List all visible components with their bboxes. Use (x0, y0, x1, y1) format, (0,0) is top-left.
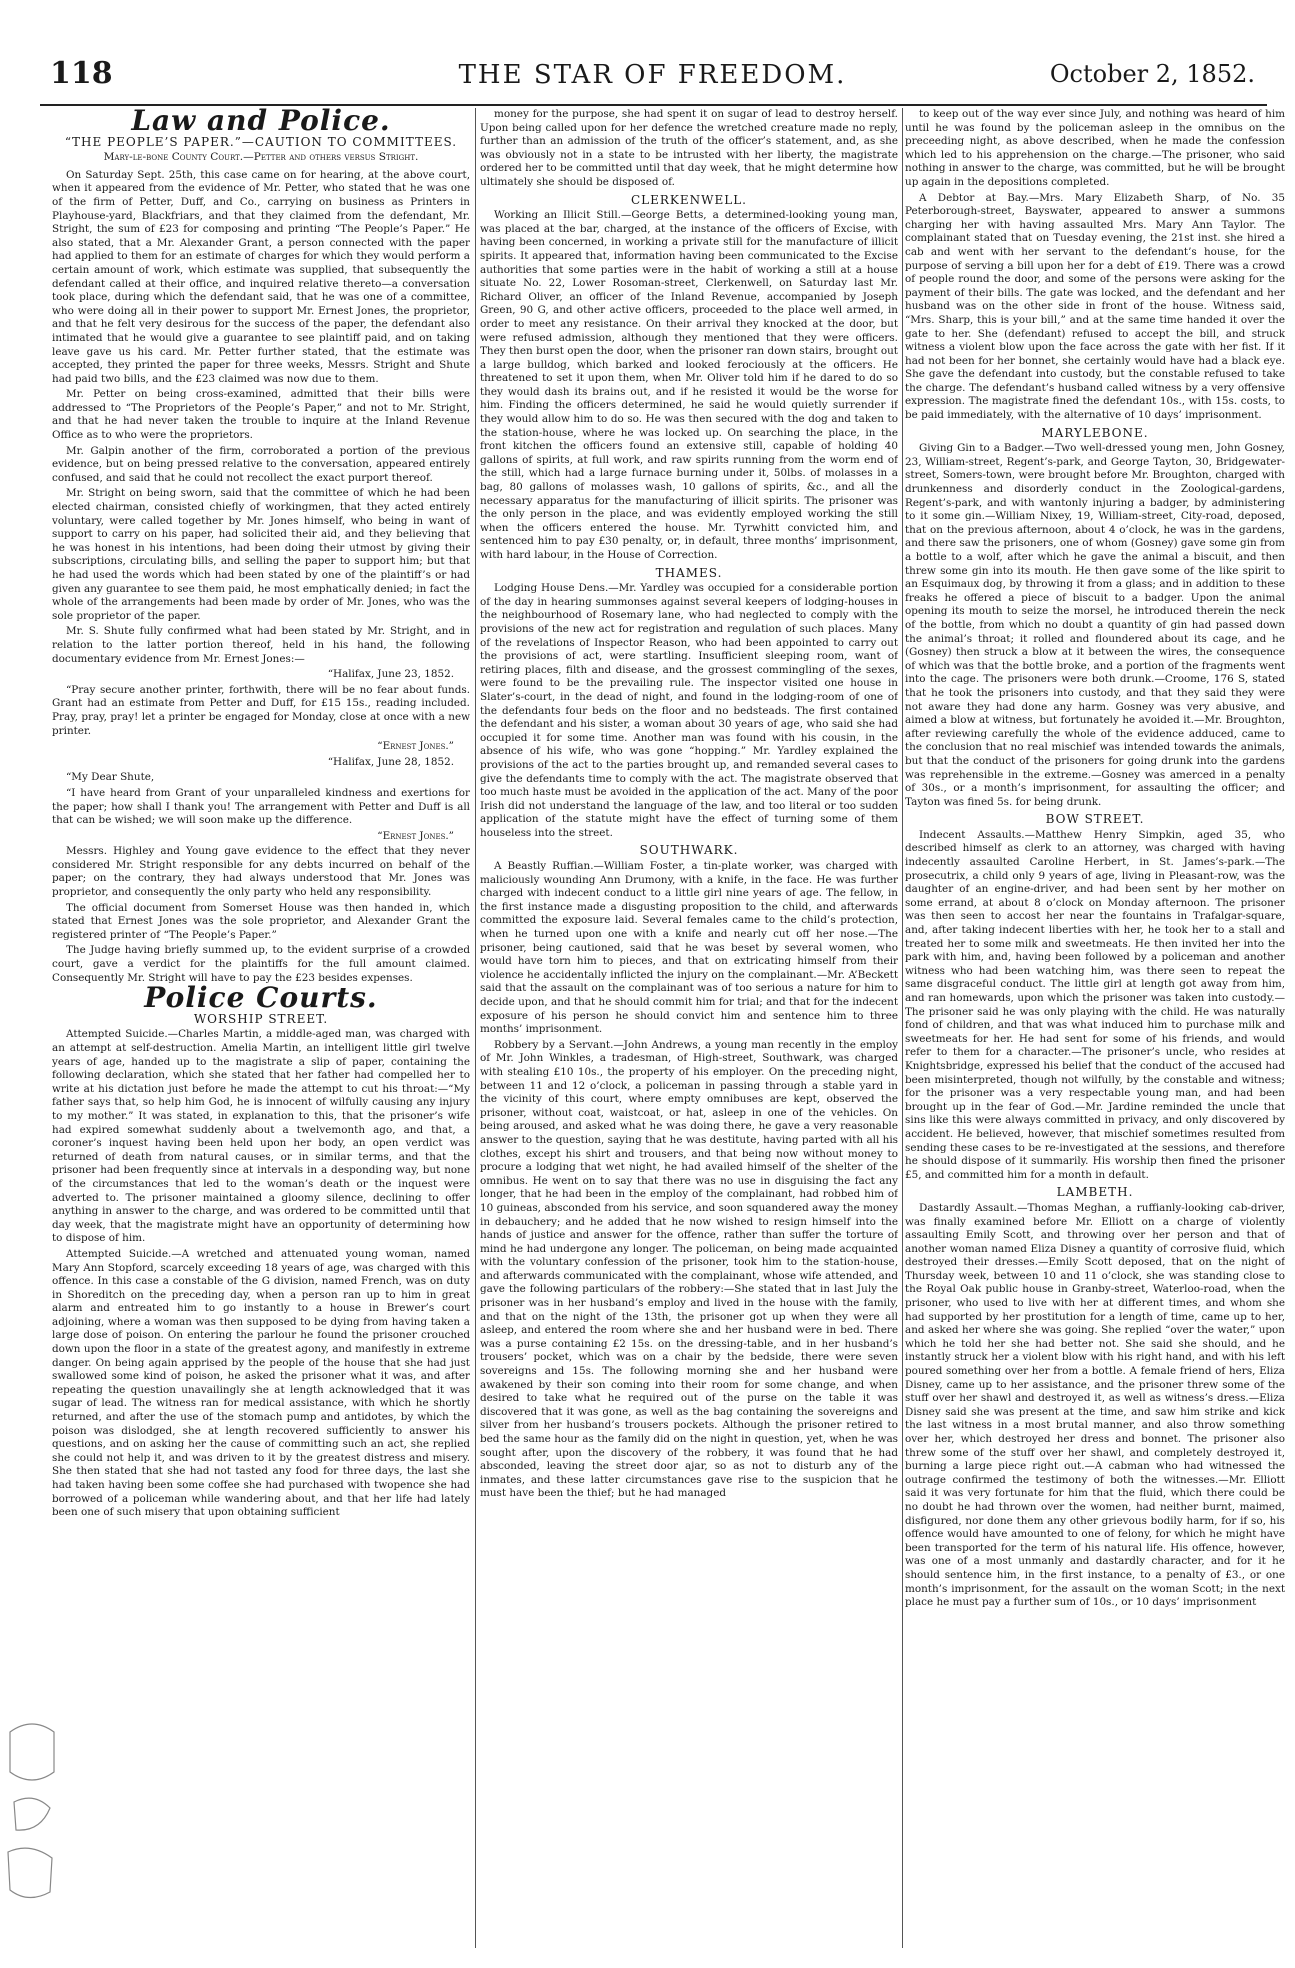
paragraph: A Beastly Ruffian.—William Foster, a tin-plate worker, was charged with maliciously wounding Ann Drumony, with a knife, in the face. He was further charged with indecent conduct to a little girl nine years of age. The fellow, in the first instance made a disgusting proposition to the child, and afterwards committed the exposure laid. Several females came to the child’s protection, when he turned upon one with a knife and nearly cut off her nose.—The prisoner, being cautioned, said that he was beset by several women, who would have torn him to pieces, and that on extricating himself from their violence he accidentally inflicted the injury on the complainant.—Mr. A’Beckett said that the assault on the complainant was of too serious a nature for him to decide upon, and that he should commit him for trial; and that for the indecent exposure of his person he should convict him and sentence him to three months’ imprisonment. (480, 860, 898, 1036)
paragraph: Giving Gin to a Badger.—Two well-dressed young men, John Gosney, 23, William-street, Regent’s-park, and George Tayton, 30, Bridgewater-street, Somers-town, were brought before Mr. Broughton, charged with drunkenness and disorderly conduct in the Zoological-gardens, Regent’s-park, and with wantonly injuring a badger, by administering to it some gin.—William Nixey, 19, William-street, City-road, deposed, that on the previous afternoon, about 4 o’clock, he was in the gardens, and there saw the prisoners, one of whom (Gosney) gave some gin from a bottle to a wolf, after which he gave the animal a biscuit, and then threw some gin into its mouth. He then gave some of the like spirit to an Esquimaux dog, by throwing it from a glass; and in addition to these freaks he offered a piece of biscuit to a badger. Upon the animal opening its mouth to seize the morsel, he introduced therein the neck of the bottle, from which no doubt a quantity of gin had passed down the animal’s throat; it rolled and floundered about its cage, and he (Gosney) then struck a blow at it between the wires, the consequence of which was that the bottle broke, and a portion of the fragments went into the cage. The prisoners were both drunk.—Croome, 176 S, stated that he took the prisoners into custody, and that they said they were not aware they had done any harm. Gosney was very abusive, and aimed a blow at witness, but fortunately he avoided it.—Mr. Broughton, after reviewing carefully the whole of the evidence adduced, came to the conclusion that no real mischief was intended towards the animals, but that the conduct of the prisoners for going drunk into the gardens was reprehensible in the extreme.—Gosney was amerced in a penalty of 30s., or a month’s imprisonment, for assaulting the officer; and Tayton was fined 5s. for being drunk. (905, 442, 1285, 808)
paragraph: Mr. Petter on being cross-examined, admitted that their bills were addressed to “The Proprietors of the People’s Paper,” and not to Mr. Stright, and that he had never taken the trouble to inquire at the Inland Revenue Office as to who were the proprietors. (52, 388, 470, 442)
court-heading-marylebone: MARYLEBONE. (1041, 425, 1149, 440)
letter-place-date: “Halifax, June 28, 1852. (327, 755, 454, 768)
column-divider (475, 108, 476, 1948)
paragraph: Attempted Suicide.—Charles Martin, a middle-aged man, was charged with an attempt at self-destruction. Amelia Martin, an intelligent little girl twelve years of age, handed up to the magistrate a slip of paper, containing the following declaration, which she stated that her father had compelled her to write at his dictation just before he made the attempt to cut his throat:—“My father says that, so help him God, he is innocent of wilfully causing any injury to my mother.” It was stated, in explanation to this, that the prisoner’s wife had expired somewhat suddenly about a twelvemonth ago, and that, a coroner’s inquest having been held upon her body, an open verdict was returned of death from natural causes, or in similar terms, and that the prisoner had been frequently since at intervals in a desponding way, but none of the circumstances that led to the woman’s death or the inquest were adverted to. The prisoner maintained a gloomy silence, declining to offer anything in answer to the charge, and was ordered to be committed until that day week, that the magistrate might have an opportunity of determining how to dispose of him. (52, 1028, 470, 1245)
paragraph: money for the purpose, she had spent it on sugar of lead to destroy herself. Upon being called upon for her defence the wretched creature made no reply, further than an admission of the truth of the officer’s statement, and, as she was obviously not in a state to be intrusted with her liberty, the magistrate ordered her to be committed until that day week, that he might determine how ultimately she should be disposed of. (480, 108, 898, 188)
letter-greeting: “My Dear Shute, (66, 771, 155, 784)
issue-date: October 2, 1852. (1049, 60, 1255, 88)
court-heading-bow-street: BOW STREET. (1045, 812, 1145, 827)
paragraph: Mr. Galpin another of the firm, corroborated a portion of the previous evidence, but on being pressed relative to the conversation, appeared entirely confused, and said that he could not recollect the exact purport thereof. (52, 444, 470, 484)
column-divider (902, 108, 903, 1948)
letter-body: “I have heard from Grant of your unparalleled kindness and exertions for the paper; how shall I thank you! The arrangement with Petter and Duff is all that can be wished; we will soon make up the difference. (52, 786, 470, 827)
paragraph: Messrs. Highley and Young gave evidence to the effect that they never considered Mr. Stright responsible for any debts incurred on behalf of the paper; on the contrary, they had always understood that Mr. Jones was proprietor, and consequently the only party who held any responsibility. (52, 845, 470, 899)
library-stamp-icon (0, 1712, 64, 1912)
paragraph: Mr. Stright on being sworn, said that the committee of which he had been elected chairman, consisted chiefly of workingmen, that they acted entirely voluntary, were called together by Mr. Jones himself, who being in want of support to carry on his paper, had solicited their aid, and they believing that he was honest in his intentions, had been doing their utmost by giving their subscriptions, circulating bills, and selling the paper to support him; but that he had used the words which had been stated by one of the plaintiff’s or had given any guarantee to see them paid, he most emphatically denied; in fact the whole of the arrangements had been made by order of Mr. Jones, who was the sole proprietor of the paper. (52, 487, 470, 622)
letter-place-date: “Halifax, June 23, 1852. (327, 668, 454, 681)
paragraph: On Saturday Sept. 25th, this case came on for hearing, at the above court, when it appeared from the evidence of Mr. Petter, who stated that he was one of the firm of Petter, Duff, and Co., carrying on business as Printers in Playhouse-yard, Blackfriars, and that they claimed from the defendant, Mr. Stright, the sum of £23 for composing and printing “The People’s Paper.” He also stated, that a Mr. Alexander Grant, a person connected with the paper had applied to them for an estimate of charges for which they would perform a certain amount of work, which estimate was supplied, that subsequently the defendant called at their office, and inquired relative thereto—a conversation took place, during which the defendant said, that he was one of a committee, who were doing all in their power to support Mr. Ernest Jones, the proprietor, and that he felt very desirous for the success of the paper, the defendant also intimated that he would give a guarantee to see plaintiff paid, and on taking leave gave us his card. Mr. Petter further stated, that the estimate was accepted, they printed the paper for three weeks, Messrs. Stright and Shute had paid two bills, and the £23 claimed was now due to them. (52, 168, 470, 385)
newspaper-title: THE STAR OF FREEDOM. (458, 60, 847, 90)
page-number: 118 (50, 56, 113, 91)
case-title: “THE PEOPLE’S PAPER.”—CAUTION TO COMMITTEES. (64, 134, 458, 149)
section-heading-law-and-police: Law and Police. (131, 108, 391, 137)
letter-signature: “Ernest Jones.” (377, 829, 454, 842)
paragraph: The Judge having briefly summed up, to the evident surprise of a crowded court, gave a verdict for the plaintiffs for the full amount claimed. Consequently Mr. Stright will have to pay the £23 besides expenses. (52, 944, 470, 984)
paragraph: Robbery by a Servant.—John Andrews, a young man recently in the employ of Mr. John Winkles, a tradesman, of High-street, Southwark, was charged with stealing £10 10s., the property of his employer. On the preceding night, between 11 and 12 o’clock, a policeman in passing through a stable yard in the vicinity of this court, where empty omnibuses are kept, observed the prisoner, without coat, waistcoat, or hat, asleep in one of the vehicles. On being aroused, and asked what he was doing there, he gave a very reasonable answer to the question, saying that he was destitute, having parted with all his clothes, except his shirt and trousers, and that being now without money to procure a lodging that wet night, he had availed himself of the shelter of the omnibus. He went on to say that there was no use in disguising the fact any longer, that he had been in the employ of the complainant, had robbed him of 10 guineas, absconded from his service, and soon squandered away the money in debauchery; and he added that he now wished to resign himself into the hands of justice and answer for the offence, rather than suffer the torture of mind he had undergone any longer. The policeman, on being made acquainted with the voluntary confession of the prisoner, took him to the station-house, and afterwards communicated with the complainant, whose wife attended, and gave the following particulars of the robbery:—She stated that in last July the prisoner was in her husband’s employ and lived in the house with the family, and that on the night of the 13th, the prisoner got up when they were all asleep, and entered the room where she and her husband were in bed. There was a purse containing £2 15s. on the dressing-table, and in her husband’s trousers’ pocket, which was on a chair by the bedside, there were seven sovereigns and 15s. The following morning she and her husband were awakened by their son coming into their room for some change, and when desired to take what he required out of the purse on the table it was discovered that it was gone, as well as the bag containing the sovereigns and silver from her husband’s trousers pockets. Although the prisoner retired to bed the same hour as the family did on the night in question, yet, when he was sought after, upon the discovery of the robbery, it was found that he had absconded, leaving the street door ajar, so as not to disturb any of the inmates, and these latter circumstances gave rise to the suspicion that he must have been the thief; but he had managed (480, 1038, 898, 1500)
court-heading-worship-street: WORSHIP STREET. (193, 1011, 329, 1026)
court-heading-lambeth: LAMBETH. (1056, 1185, 1134, 1200)
masthead-rule (40, 104, 1267, 106)
paragraph: Dastardly Assault.—Thomas Meghan, a ruffianly-looking cab-driver, was finally examined before Mr. Elliott on a charge of violently assaulting Emily Scott, and throwing over her person and that of another woman named Eliza Disney a quantity of corrosive fluid, which destroyed their dresses.—Emily Scott deposed, that on the night of Thursday week, between 10 and 11 o’clock, she was standing close to the Royal Oak public house in Granby-street, Waterloo-road, when the prisoner, who used to live with her at different times, and whom she had supported by her prostitution for a length of time, came up to her, and asked her where she was going. She replied “over the water,” upon which he told her she had better not. She said she should, and he instantly struck her a violent blow with his right hand, and with his left poured something over her from a bottle. A female friend of hers, Eliza Disney, came up to her assistance, and the prisoner threw some of the stuff over her shawl and destroyed it, as well as witness’s dress.—Eliza Disney said she was present at the time, and saw him strike and kick the last witness in a most brutal manner, and also throw something over her, which destroyed her dress and bonnet. The prisoner also threw some of the stuff over her shawl, and completely destroyed it, burning a large piece right out.—A cabman who had witnessed the outrage confirmed the testimony of both the witnesses.—Mr. Elliott said it was very fortunate for him that the fluid, which there could be no doubt he had thrown over the women, had neither burnt, maimed, disfigured, nor done them any other grievous bodily harm, for if so, his offence would have amounted to one of felony, for which he might have been transported for the term of his natural life. His offence, however, was one of a most unmanly and dastardly character, and for it he should sentence him, in the first instance, to a penalty of £3., or one month’s imprisonment, for the assault on the woman Scott; in the next place he must pay a further sum of 10s., or 10 days’ imprisonment (905, 1201, 1285, 1609)
section-heading-police-courts: Police Courts. (144, 981, 378, 1015)
paragraph: Indecent Assaults.—Matthew Henry Simpkin, aged 35, who described himself as clerk to an attorney, was charged with having indecently assaulted Caroline Herbert, in St. James’s-park.—The prosecutrix, a child only 9 years of age, living in Pleasant-row, was the daughter of an engine-driver, and had been sent by her mother on some errand, at about 8 o’clock on Monday afternoon. The prisoner was then seen to accost her near the fountains in Trafalgar-square, and, after taking indecent liberties with her, he took her to a stall and treated her to some milk and sweetmeats. He then invited her into the park with him, and, having been followed by a policeman and another witness who had been watching him, was there seen to repeat the same disgraceful conduct. The little girl at length got away from him, and ran homewards, upon which the prisoner was taken into custody.—The prisoner said he was only playing with the child. He was naturally fond of children, and that was what induced him to purchase milk and sweetmeats for her. He had sent for some of his friends, and would refer to them for a character.—The prisoner’s uncle, who resides at Knightsbridge, expressed his belief that the conduct of the accused had been misinterpreted, though not wilfully, by the constable and witness; for the prisoner was a very respectable young man, and had been brought up in the fear of God.—Mr. Jardine reminded the uncle that sins like this were always committed in privacy, and only discovered by accident. He believed, however, that mischief sometimes resulted from sending these cases to be re-investigated at the sessions, and therefore he should dispose of it summarily. His worship then fined the prisoner £5, and committed him for a month in default. (905, 828, 1285, 1181)
paragraph: The official document from Somerset House was then handed in, which stated that Ernest Jones was the sole proprietor, and Alexander Grant the registered printer of “The People’s Paper.” (52, 901, 470, 941)
case-court: Mary-le-bone County Court.—Petter and others versus Stright. (103, 151, 419, 164)
paragraph: Lodging House Dens.—Mr. Yardley was occupied for a considerable portion of the day in hearing summonses against several keepers of lodging-houses in the neighbourhood of Rosemary lane, who had neglected to comply with the provisions of the new act for registration and regulation of such places. Many of the revelations of Inspector Reason, who had been appointed to carry out the provisions of act, were startling. Insufficient sleeping room, want of retiring places, filth and disease, and the grossest commingling of the sexes, were found to be the prevailing rule. The inspector visited one house in Slater’s-court, in the dead of night, and found in the lodging-room of one of the defendants four beds on the floor and no bedsteads. The first contained the defendant and his sister, a woman about 30 years of age, who said she had occupied it for some time. Another man was found with his cousin, in the absence of his wife, who was gone “hopping.” Mr. Yardley explained the provisions of the act to the parties brought up, and remanded several cases to give the defendants time to comply with the act. The magistrate observed that too much haste must be avoided in the application of the act. Many of the poor Irish did not understand the language of the law, and too literal or too sudden application of the statute might have the effect of turning some of them houseless into the street. (480, 582, 898, 839)
paragraph: Attempted Suicide.—A wretched and attenuated young woman, named Mary Ann Stopford, scarcely exceeding 18 years of age, was charged with this offence. In this case a constable of the G division, named French, was on duty in Shoreditch on the preceding day, when a person ran up to him in great alarm and entreated him to go instantly to a house in Brewer’s court adjoining, where a woman was then supposed to be dying from having taken a large dose of poison. On entering the parlour he found the prisoner crouched down upon the floor in a state of the greatest agony, and manifestly in extreme danger. On being again apprised by the people of the house that she had just swallowed some kind of poison, he asked the prisoner what it was, and after repeating the question unavailingly she at length acknowledged that it was sugar of lead. The witness ran for medical assistance, with which he shortly returned, and after the use of the stomach pump and antidotes, by which the poison was dislodged, she at length recovered sufficiently to answer his questions, and on asking her the cause of committing such an act, she replied she could not help it, and was driven to it by the greatest distress and misery. She then stated that she had not tasted any food for three days, the last she had taken having been some coffee she had purchased with twopence she had borrowed of a policeman while wandering about, and that her life had lately been one of such misery that upon obtaining sufficient (52, 1247, 470, 1519)
paragraph: A Debtor at Bay.—Mrs. Mary Elizabeth Sharp, of No. 35 Peterborough-street, Bayswater, appeared to answer a summons charging her with having assaulted Mrs. Mary Ann Taylor. The complainant stated that on Tuesday evening, the 21st inst. she hired a cab and went with her servant to the defendant’s house, for the purpose of serving a bill upon her for a debt of £19. There was a crowd of people round the door, and some of the persons were asking for the payment of their bills. The gate was locked, and the defendant and her husband was on the other side in front of the house. Witness said, “Mrs. Sharp, this is your bill,” and at the same time handed it over the gate to her. She (defendant) refused to accept the bill, and struck witness a violent blow upon the face across the gate with her fist. If it had not been for her bonnet, she certainly would have had a black eye. She gave the defendant into custody, but the constable refused to take the charge. The defendant’s husband called witness by a very offensive expression. The magistrate fined the defendant 10s., with 15s. costs, to be paid immediately, with the alternative of 10 days’ imprisonment. (905, 191, 1285, 422)
column-3 (905, 108, 1285, 1948)
masthead (50, 56, 1255, 102)
letter-signature: “Ernest Jones.” (377, 740, 454, 753)
court-heading-thames: THAMES. (655, 565, 723, 580)
column-2 (480, 108, 898, 1948)
court-heading-southwark: SOUTHWARK. (639, 843, 739, 858)
column-1 (52, 108, 470, 1948)
paragraph: to keep out of the way ever since July, and nothing was heard of him until he was found by the policeman asleep in the omnibus on the preceeding night, as above described, when he made the confession which led to his apprehension on the charge.—The prisoner, who said nothing in answer to the charge, was committed, but he will be brought up again in the depositions completed. (905, 108, 1285, 188)
court-heading-clerkenwell: CLERKENWELL. (630, 192, 747, 207)
paragraph: Working an Illicit Still.—George Betts, a determined-looking young man, was placed at the bar, charged, at the instance of the officers of Excise, with having been concerned, in working a private still for the manufacture of illicit spirits. It appeared that, information having been communicated to the Excise authorities that some parties were in the habit of working a still at a house situate No. 22, Lower Rosoman-street, Clerkenwell, on Saturday last Mr. Richard Oliver, an officer of the Inland Revenue, accompanied by Joseph Green, 90 G, and other active officers, proceeded to the place well armed, in order to meet any resistance. On their arrival they knocked at the door, but were refused admission, although they mentioned that they were officers. They then burst open the door, when the prisoner ran down stairs, brought out a large bulldog, which barked and looked ferociously at the officers. He threatened to set it upon them, when Mr. Oliver told him if he dared to do so they would dash its brains out, and if he resisted it would be the worse for him. Finding the officers determined, he said he would quietly surrender if they would allow him to do so. He was then secured with the dog and taken to the station-house, where he was locked up. On searching the place, in the front kitchen the officers found an extensive still, capable of holding 40 gallons of spirits, at full work, and raw spirits running from the worm end of the still, which had a large furnace burning under it, 50lbs. of molasses in a bag, 80 gallons of molasses wash, 10 gallons of spirits, &c., and all the necessary apparatus for the manufacturing of illicit spirits. The prisoner was the only person in the place, and was evidently employed working the still when the officers entered the house. Mr. Tyrwhitt convicted him, and sentenced him to pay £30 penalty, or, in default, three months’ imprisonment, with hard labour, in the House of Correction. (480, 209, 898, 561)
paragraph: Mr. S. Shute fully confirmed what had been stated by Mr. Stright, and in relation to the latter portion thereof, held in his hand, the following documentary evidence from Mr. Ernest Jones:— (52, 625, 470, 665)
letter-body: “Pray secure another printer, forthwith, there will be no fear about funds. Grant had an estimate from Petter and Duff, for £15 15s., reading included. Pray, pray, pray! let a printer be engaged for Monday, close at once with a new printer. (52, 683, 470, 737)
